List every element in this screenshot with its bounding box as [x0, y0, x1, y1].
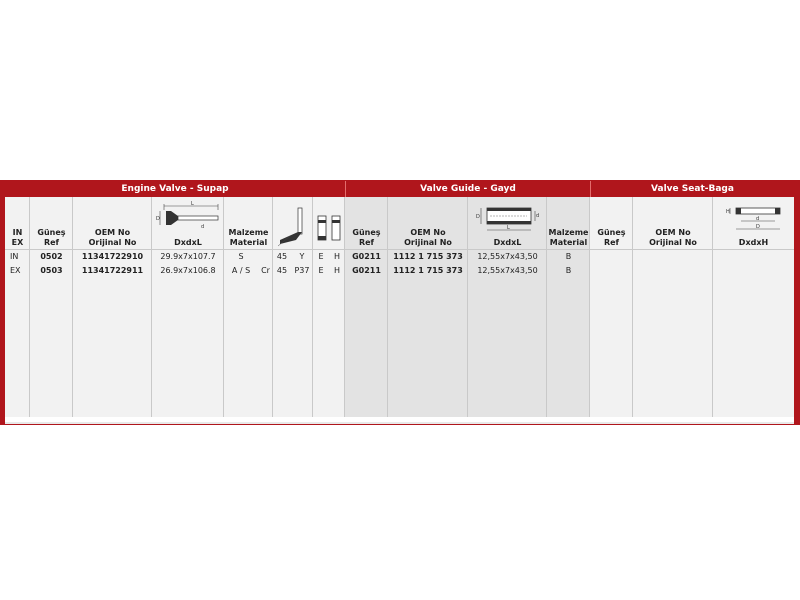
valve-diagram-L-label: L: [191, 201, 194, 207]
header-oem-label: OEM No: [410, 228, 446, 237]
seat-diagram-D-label: D: [756, 224, 760, 230]
guide-oem-no: 1112 1 715 373: [393, 266, 463, 275]
guide-oem-no: 1112 1 715 373: [393, 252, 463, 261]
header-guide-oem: [388, 228, 468, 248]
guide-diagram-d-label: d: [536, 213, 540, 219]
header-ref-label: Ref: [358, 238, 375, 247]
section-title-engine-valve: Engine Valve - Supap: [121, 184, 229, 194]
header-material-label: Material: [549, 238, 588, 247]
header-gunes-label: Güneş: [37, 228, 66, 237]
guide-dimensions: 12,55x7x43,50: [477, 266, 538, 275]
header-orijinal-label: Orijinal No: [88, 238, 137, 247]
header-gunes-label: Güneş: [597, 228, 626, 237]
header-orijinal-label: Orijinal No: [404, 238, 452, 247]
valve-ref[interactable]: 0503: [40, 266, 63, 275]
valve-groove: E: [318, 252, 324, 261]
valve-material-coating: Cr: [261, 266, 270, 275]
header-ref-label: Ref: [603, 238, 620, 247]
header-orijinal-label: Orijinal No: [649, 238, 697, 247]
valve-tip: P37: [294, 266, 310, 275]
seat-diagram-d-label: d: [756, 216, 760, 222]
header-seat-ref: [590, 228, 633, 248]
header-material-label: Material: [229, 238, 268, 247]
header-ex-label: EX: [11, 238, 24, 247]
header-guide-dim: DxdxL: [493, 238, 522, 247]
guide-material: B: [565, 266, 572, 275]
header-valve-dim: DxdxL: [174, 238, 202, 247]
header-guide-ref: [345, 228, 388, 248]
header-malzeme-label: Malzeme: [228, 228, 269, 237]
valve-diagram-D-label: D: [156, 216, 160, 222]
header-in-ex: [5, 228, 30, 248]
header-guide-material: [547, 228, 590, 248]
valve-ref[interactable]: 0502: [40, 252, 63, 261]
seat-dimension-diagram: [726, 202, 784, 234]
valve-material: A / S: [231, 266, 251, 275]
valve-material: S: [238, 252, 244, 261]
header-valve-material: [224, 228, 273, 248]
section-title-valve-seat: Valve Seat-Baga: [651, 184, 734, 194]
valve-angle-diagram: [276, 206, 310, 246]
guide-material: B: [565, 252, 572, 261]
guide-ref[interactable]: G0211: [352, 266, 381, 275]
guide-diagram-L-label: L: [507, 225, 510, 231]
row-type: EX: [10, 266, 21, 275]
valve-angle: 45: [276, 266, 288, 275]
header-gunes-label: Güneş: [352, 228, 381, 237]
header-seat-dim: DxdxH: [738, 238, 769, 247]
guide-diagram-D-label: D: [476, 214, 480, 220]
valve-oem-no: 11341722910: [81, 252, 144, 261]
valve-stem: H: [333, 252, 340, 261]
guide-dimension-diagram: [475, 202, 541, 234]
header-seat-oem: [633, 228, 713, 248]
valve-stem: H: [333, 266, 340, 275]
row-type: IN: [10, 252, 19, 261]
valve-oem-no: 11341722911: [81, 266, 144, 275]
valve-dimensions: 26.9x7x106.8: [160, 266, 216, 275]
header-ref-label: Ref: [43, 238, 60, 247]
header-valve-ref: [30, 228, 73, 248]
section-title-valve-guide: Valve Guide - Gayd: [420, 184, 516, 194]
valve-tip: Y: [299, 252, 305, 261]
header-oem-label: OEM No: [94, 228, 131, 237]
header-valve-oem: [73, 228, 152, 248]
valve-groove-diagram: [315, 214, 343, 244]
header-oem-label: OEM No: [655, 228, 691, 237]
header-in-label: IN: [12, 228, 23, 237]
header-divider: [5, 249, 794, 250]
guide-dimensions: 12,55x7x43,50: [477, 252, 538, 261]
valve-dimensions: 29.9x7x107.7: [160, 252, 216, 261]
header-malzeme-label: Malzeme: [548, 228, 589, 237]
valve-diagram-d-label: d: [201, 224, 205, 230]
valve-angle: 45: [276, 252, 288, 261]
seat-diagram-H-label: H: [726, 209, 730, 215]
valve-dimension-diagram: [156, 201, 222, 231]
guide-ref[interactable]: G0211: [352, 252, 381, 261]
valve-groove: E: [318, 266, 324, 275]
